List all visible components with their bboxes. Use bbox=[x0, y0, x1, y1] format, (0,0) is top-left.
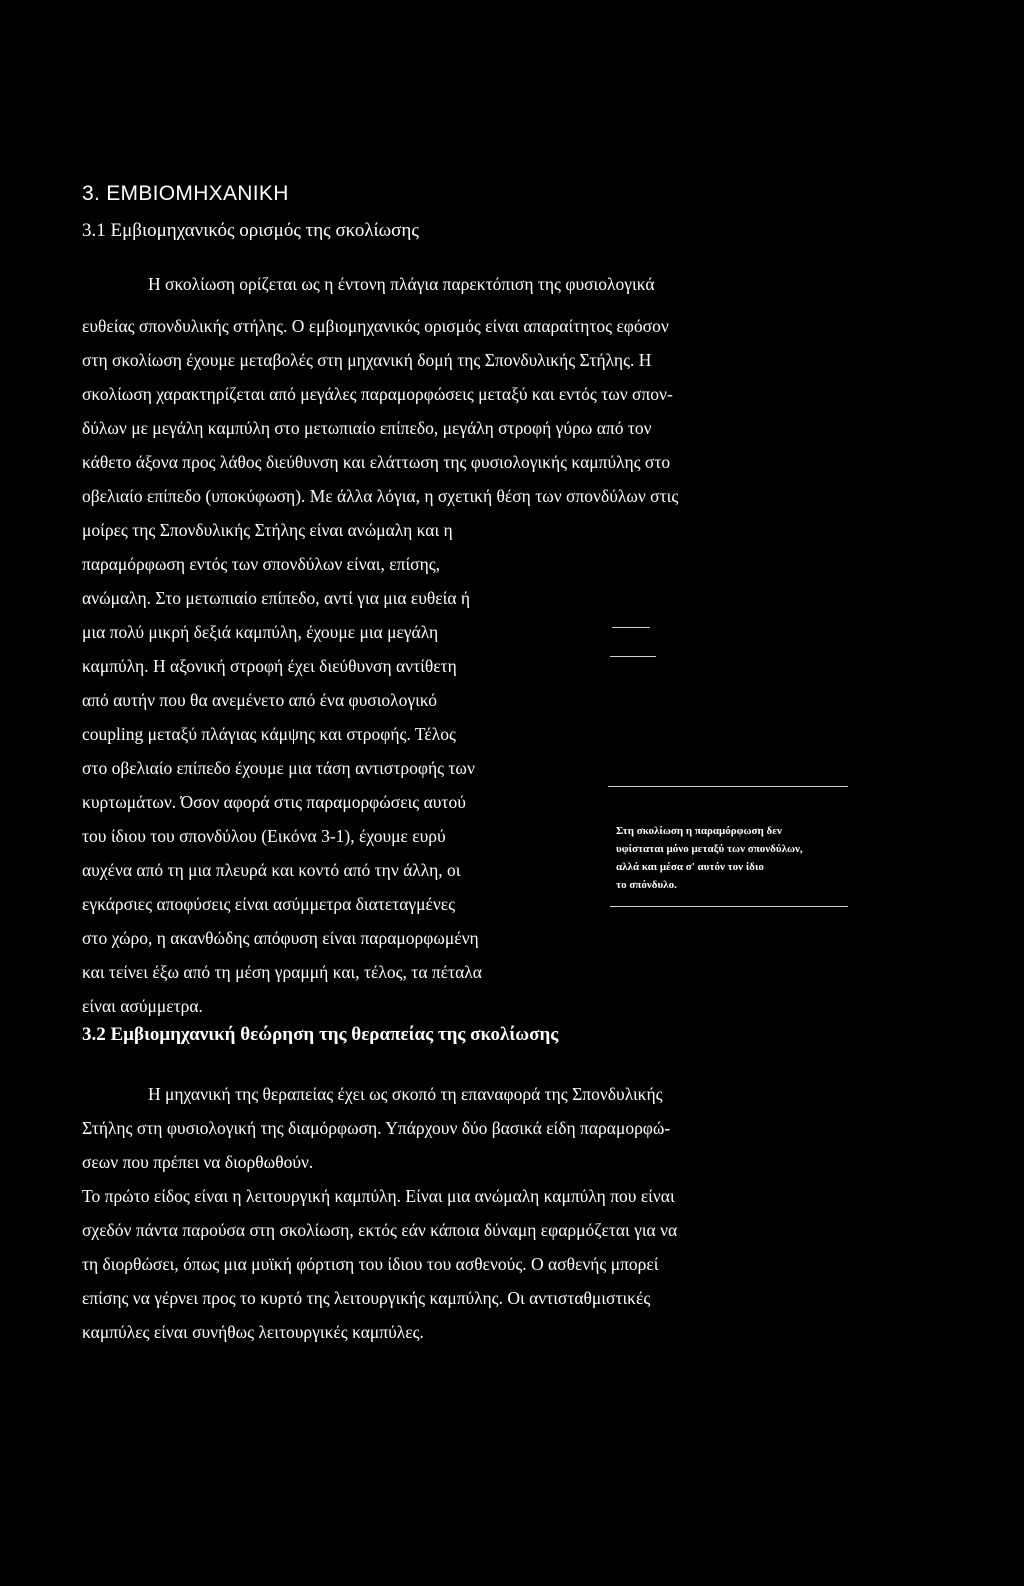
paragraph-line: από αυτήν που θα ανεμένετο από ένα φυσιολογικό bbox=[82, 690, 438, 710]
subsection-1-title: 3.1 Εμβιομηχανικός ορισμός της σκολίωσης bbox=[82, 220, 419, 241]
paragraph-line: και τείνει έξω από τη μέση γραμμή και, τέλος, τα πέταλα bbox=[82, 962, 482, 982]
paragraph-line: Η σκολίωση ορίζεται ως η έντονη πλάγια παρεκτόπιση της φυσιολογικά bbox=[148, 274, 655, 294]
paragraph-line: ευθείας σπονδυλικής στήλης. Ο εμβιομηχανικός ορισμός είναι απαραίτητος εφόσον bbox=[82, 316, 669, 336]
paragraph-line: coupling μεταξύ πλάγιας κάμψης και στροφής. Τέλος bbox=[82, 724, 456, 744]
paragraph-line: σεων που πρέπει να διορθωθούν. bbox=[82, 1152, 314, 1172]
paragraph-line: επίσης να γέρνει προς το κυρτό της λειτουργικής καμπύλης. Οι αντισταθμιστικές bbox=[82, 1288, 651, 1308]
paragraph-line: είναι ασύμμετρα. bbox=[82, 996, 203, 1016]
paragraph-line: σχεδόν πάντα παρούσα στη σκολίωση, εκτός εάν κάποια δύναμη εφαρμόζεται για να bbox=[82, 1220, 678, 1240]
paragraph-line: Το πρώτο είδος είναι η λειτουργική καμπύλη. Είναι μια ανώμαλη καμπύλη που είναι bbox=[82, 1186, 675, 1206]
section-heading: 3. ΕΜΒΙΟΜΗΧΑΝΙΚΗ bbox=[82, 182, 289, 205]
margin-note-line: Στη σκολίωση η παραμόρφωση δεν bbox=[616, 825, 782, 837]
paragraph-line: καμπύλη. Η αξονική στροφή έχει διεύθυνση αντίθετη bbox=[82, 656, 457, 676]
subsection-2-title: 3.2 Εμβιομηχανική θεώρηση της θεραπείας της σκολίωσης bbox=[82, 1024, 559, 1045]
paragraph-line: δύλων με μεγάλη καμπύλη στο μετωπιαίο επίπεδο, μεγάλη στροφή γύρω από τον bbox=[82, 418, 652, 438]
margin-note-line: υφίσταται μόνο μεταξύ των σπονδύλων, bbox=[616, 843, 803, 855]
paragraph-line: στη σκολίωση έχουμε μεταβολές στη μηχανική δομή της Σπονδυλικής Στήλης. Η bbox=[82, 350, 652, 370]
paragraph-line: καμπύλες είναι συνήθως λειτουργικές καμπύλες. bbox=[82, 1322, 424, 1342]
paragraph-line: κυρτωμάτων. Όσον αφορά στις παραμορφώσεις αυτού bbox=[82, 792, 466, 812]
paragraph-line: του ίδιου του σπονδύλου (Εικόνα 3-1), έχουμε ευρύ bbox=[82, 826, 446, 846]
paragraph-line: στο οβελιαίο επίπεδο έχουμε μια τάση αντιστροφής των bbox=[82, 758, 475, 778]
margin-note-line: αλλά και μέσα σ' αυτόν τον ίδιο bbox=[616, 861, 764, 873]
paragraph-line: παραμόρφωση εντός των σπονδύλων είναι, επίσης, bbox=[82, 554, 441, 574]
margin-note-line: το σπόνδυλο. bbox=[616, 879, 677, 891]
paragraph-line: Στήλης στη φυσιολογική της διαμόρφωση. Υπάρχουν δύο βασικά είδη παραμορφώ- bbox=[82, 1118, 671, 1138]
paragraph-line: αυχένα από τη μια πλευρά και κοντό από την άλλη, οι bbox=[82, 860, 461, 880]
paragraph-line: σκολίωση χαρακτηρίζεται από μεγάλες παραμορφώσεις μεταξύ και εντός των σπον- bbox=[82, 384, 673, 404]
paragraph-line: τη διορθώσει, όπως μια μυϊκή φόρτιση του ίδιου του ασθενούς. Ο ασθενής μπορεί bbox=[82, 1254, 659, 1274]
paragraph-line: στο χώρο, η ακανθώδης απόφυση είναι παραμορφωμένη bbox=[82, 928, 479, 948]
paragraph-line: ανώμαλη. Στο μετωπιαίο επίπεδο, αντί για μια ευθεία ή bbox=[82, 588, 471, 608]
paragraph-line: Η μηχανική της θεραπείας έχει ως σκοπό τη επαναφορά της Σπονδυλικής bbox=[148, 1084, 663, 1104]
paragraph-line: μια πολύ μικρή δεξιά καμπύλη, έχουμε μια μεγάλη bbox=[82, 622, 439, 642]
paragraph-line: εγκάρσιες αποφύσεις είναι ασύμμετρα διατεταγμένες bbox=[82, 894, 456, 914]
paragraph-line: μοίρες της Σπονδυλικής Στήλης είναι ανώμαλη και η bbox=[82, 520, 453, 540]
paragraph-line: κάθετο άξονα προς λάθος διεύθυνση και ελάττωση της φυσιολογικής καμπύλης στο bbox=[82, 452, 671, 472]
paragraph-line: οβελιαίο επίπεδο (υποκύφωση). Με άλλα λόγια, η σχετική θέση των σπονδύλων στις bbox=[82, 486, 679, 506]
